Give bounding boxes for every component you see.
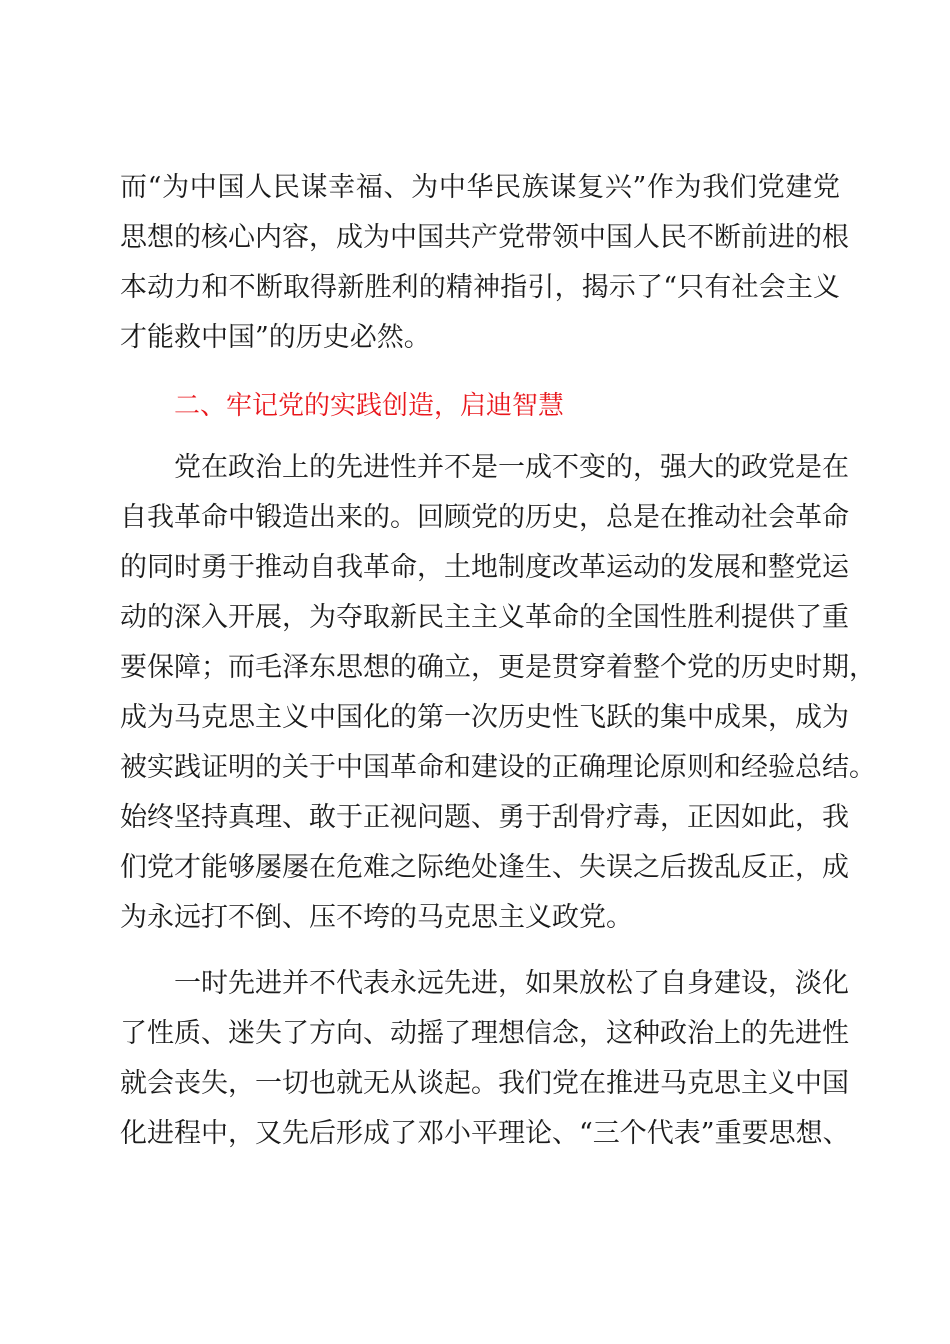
paragraph-line: 为永远打不倒、压不垮的马克思主义政党。	[120, 902, 633, 933]
paragraph-line: 党在政治上的先进性并不是一成不变的，强大的政党是在	[174, 452, 849, 483]
paragraph-line: 本动力和不断取得新胜利的精神指引，揭示了“只有社会主义	[120, 272, 840, 303]
paragraph-line: 了性质、迷失了方向、动摇了理想信念，这种政治上的先进性	[120, 1018, 849, 1049]
section-heading: 二、牢记党的实践创造，启迪智慧	[174, 391, 565, 421]
paragraph-line: 自我革命中锻造出来的。回顾党的历史，总是在推动社会革命	[120, 502, 849, 533]
paragraph-line: 被实践证明的关于中国革命和建设的正确理论原则和经验总结。	[120, 752, 876, 783]
paragraph-line: 要保障；而毛泽东思想的确立，更是贯穿着整个党的历史时期，	[120, 652, 876, 683]
paragraph-line: 才能救中国”的历史必然。	[120, 322, 431, 353]
paragraph-line: 动的深入开展，为夺取新民主主义革命的全国性胜利提供了重	[120, 602, 849, 633]
paragraph-line: 成为马克思主义中国化的第一次历史性飞跃的集中成果，成为	[120, 702, 849, 733]
paragraph-line: 们党才能够屡屡在危难之际绝处逢生、失误之后拨乱反正，成	[120, 852, 849, 883]
paragraph-line: 化进程中，又先后形成了邓小平理论、“三个代表”重要思想、	[120, 1118, 850, 1149]
paragraph-line: 始终坚持真理、敢于正视问题、勇于刮骨疗毒，正因如此，我	[120, 802, 849, 833]
paragraph-line: 思想的核心内容，成为中国共产党带领中国人民不断前进的根	[120, 222, 849, 253]
paragraph-line: 一时先进并不代表永远先进，如果放松了自身建设，淡化	[174, 968, 849, 999]
paragraph-line: 就会丧失，一切也就无从谈起。我们党在推进马克思主义中国	[120, 1068, 849, 1099]
paragraph-line: 的同时勇于推动自我革命，土地制度改革运动的发展和整党运	[120, 552, 849, 583]
paragraph-line: 而“为中国人民谋幸福、为中华民族谋复兴”作为我们党建党	[120, 172, 840, 203]
